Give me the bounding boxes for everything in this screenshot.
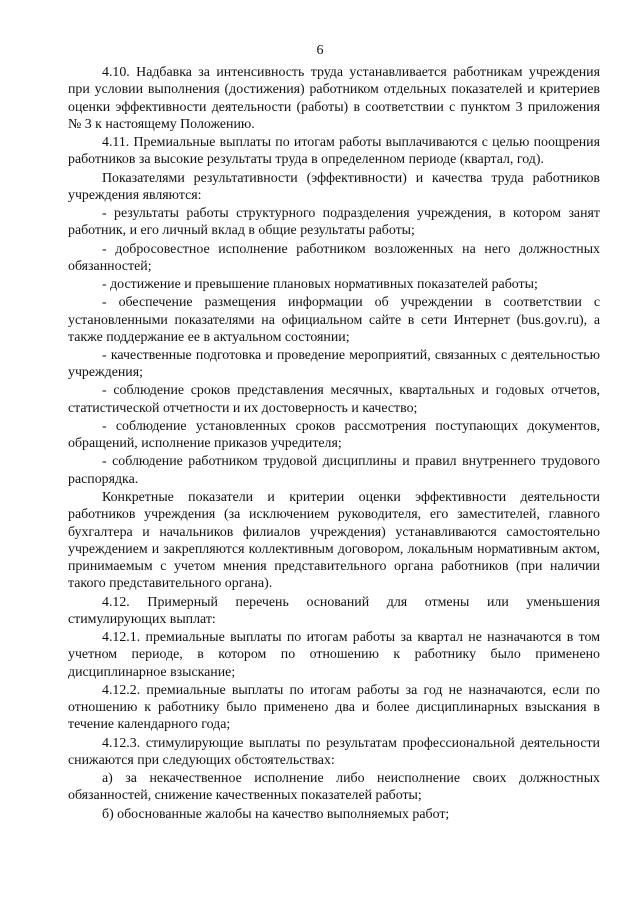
list-item-discipline: - соблюдение работником трудовой дисциплины и правил внутреннего трудового распорядка. xyxy=(68,454,600,487)
paragraph-4-12: 4.12. Примерный перечень оснований для отмены или уменьшения стимулирующих выплат: xyxy=(68,594,600,627)
paragraph-4-12-3: 4.12.3. стимулирующие выплаты по результатам профессиональной деятельности снижаются при следующих обстоятельствах: xyxy=(68,735,600,768)
paragraph-4-12-2: 4.12.2. премиальные выплаты по итогам работы за год не назначаются, если по отношению к работнику было применено два и более дисциплинарных взыскания в течение календарного года; xyxy=(68,682,600,733)
list-item-b: б) обоснованные жалобы на качество выполняемых работ; xyxy=(102,806,450,822)
list-item-duties: - добросовестное исполнение работником возложенных на него должностных обязанностей; xyxy=(68,241,600,274)
list-item-reporting: - соблюдение сроков представления месячных, квартальных и годовых отчетов, статистической отчетности и их достоверность и качество; xyxy=(68,383,600,416)
list-item-website-information: - обеспечение размещения информации об учреждении в соответствии с установленными показателями на официальном сайте в сети Интернет (bus.gov.ru), а также поддержание ее в актуальном состоянии; xyxy=(68,295,600,345)
list-item-planned-indicators: - достижение и превышение плановых нормативных показателей работы; xyxy=(102,277,538,293)
paragraph-specific-indicators: Конкретные показатели и критерии оценки эффективности деятельности работников учреждения (за исключением руководителя, его заместителей, главного бухгалтера и начальников филиалов учреждения) устанавливаются самостоятельно учреждением и закрепляются коллективным договором, локальным нормативным актом, принимаемым с учетом мнения представительного органа работников (при наличии такого представительного органа). xyxy=(68,489,600,592)
page-number: 6 xyxy=(316,43,324,58)
paragraph-4-12-1: 4.12.1. премиальные выплаты по итогам работы за квартал не назначаются в том учетном периоде, в котором по отношению к работнику было применено дисциплинарное взыскание; xyxy=(68,630,600,680)
list-item-documents: - соблюдение установленных сроков рассмотрения поступающих документов, обращений, исполнение приказов учредителя; xyxy=(68,418,600,452)
list-item-a: а) за некачественное исполнение либо неисполнение своих должностных обязанностей, снижение качественных показателей работы; xyxy=(68,771,600,804)
paragraph-indicators-intro: Показателями результативности (эффективности) и качества труда работников учреждения являются: xyxy=(68,170,600,203)
paragraph-4-11: 4.11. Премиальные выплаты по итогам работы выплачиваются с целью поощрения работников за высокие результаты труда в определенном периоде (квартал, год). xyxy=(68,135,600,168)
paragraph-4-10: 4.10. Надбавка за интенсивность труда устанавливается работникам учреждения при условии выполнения (достижения) работником отдельных показателей и критериев оценки эффективности деятельности (работы) в соответствии с пунктом 3 приложения № 3 к настоящему Положению. xyxy=(68,65,600,132)
document-body xyxy=(68,64,600,824)
list-item-events: - качественные подготовка и проведение мероприятий, связанных с деятельностью учреждения; xyxy=(68,347,600,381)
list-item-results: - результаты работы структурного подразделения учреждения, в котором занят работник, и его личный вклад в общие результаты работы; xyxy=(68,206,600,239)
